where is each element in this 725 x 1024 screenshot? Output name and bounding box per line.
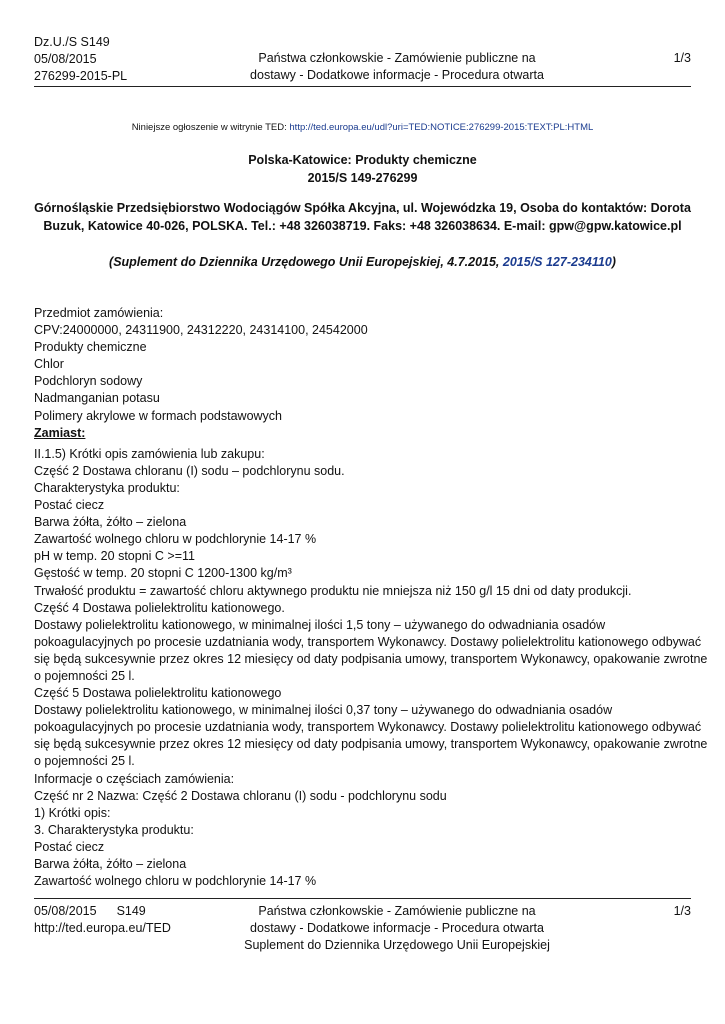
detail-line: Trwałość produktu = zawartość chloru aktywnego produktu nie mniejsza niż 150 g/l 15 dni od daty produkcji.: [34, 583, 632, 598]
detail-line: Dostawy polielektrolitu kationowego, w minimalnej ilości 0,37 tony – używanego do odwadniania osadów: [34, 703, 613, 718]
detail-line: Część nr 2 Nazwa: Część 2 Dostawa chloranu (I) sodu - podchlorynu sodu: [34, 788, 447, 803]
footer-date: 05/08/2015: [34, 904, 97, 918]
authority-line: Górnośląskie Przedsiębiorstwo Wodociągów Spółka Akcyjna, ul. Wojewódzka 19, Osoba do kontaktów: Dorota: [34, 201, 691, 215]
ted-notice-link[interactable]: http://ted.europa.eu/udl?uri=TED:NOTICE:276299-2015:TEXT:PL:HTML: [289, 122, 594, 133]
cpv-codes: CPV:24000000, 24311900, 24312220, 24314100, 24542000: [34, 323, 368, 338]
footer-title: [222, 903, 572, 954]
subject-label: Przedmiot zamówienia:: [34, 306, 164, 320]
detail-line: pH w temp. 20 stopni C >=11: [34, 549, 195, 564]
footer-series: S149: [116, 904, 146, 918]
supplement-prefix: (Suplement do Dziennika Urzędowego Unii Europejskiej, 4.7.2015,: [109, 255, 503, 269]
publication-date: 05/08/2015: [34, 52, 97, 66]
header-title-line: Państwa członkowskie - Zamówienie publiczne na: [258, 51, 536, 65]
header-title-line: dostawy - Dodatkowe informacje - Procedura otwarta: [250, 68, 544, 82]
footer-title-line: dostawy - Dodatkowe informacje - Procedura otwarta: [250, 921, 544, 935]
document-reference: [34, 34, 234, 85]
detail-line: Część 4 Dostawa polielektrolitu kationowego.: [34, 600, 285, 615]
footer-page-number: 1/3: [673, 904, 691, 918]
supplement-reference: [34, 253, 691, 271]
detail-line: Informacje o częściach zamówienia:: [34, 771, 235, 786]
detail-line: Postać ciecz: [34, 839, 105, 854]
footer-divider: [34, 898, 691, 899]
detail-line: pokoagulacyjnych po procesie uzdatniania wody, transportem Wykonawcy. Dostawy polielektrolitu kationowego odbywać: [34, 634, 702, 649]
supplement-suffix: ): [611, 255, 616, 269]
detail-line: 3. Charakterystyka produktu:: [34, 822, 194, 837]
contracting-authority: [34, 199, 691, 235]
detail-line: pokoagulacyjnych po procesie uzdatniania wody, transportem Wykonawcy. Dostawy polielektrolitu kationowego odbywać: [34, 720, 702, 735]
detail-line: Gęstość w temp. 20 stopni C 1200-1300 kg/m³: [34, 566, 292, 581]
detail-line: Zawartość wolnego chloru w podchlorynie 14-17 %: [34, 874, 317, 889]
detail-line: Część 5 Dostawa polielektrolitu kationowego: [34, 686, 282, 701]
detail-line: Część 2 Dostawa chloranu (I) sodu – podchlorynu sodu.: [34, 463, 345, 478]
notice-title: [34, 151, 691, 187]
page-number: 1/3: [673, 51, 691, 65]
instead-heading: Zamiast:: [34, 425, 86, 440]
header-title: [222, 50, 572, 84]
footer-url[interactable]: http://ted.europa.eu/TED: [34, 921, 171, 935]
notice-number: 276299-2015-PL: [34, 69, 128, 83]
notice-body: [34, 305, 708, 890]
journal-ref: Dz.U./S S149: [34, 35, 110, 49]
footer-title-line: Państwa członkowskie - Zamówienie publiczne na: [258, 904, 536, 918]
cpv-item: Produkty chemiczne: [34, 340, 147, 355]
ted-notice: [34, 121, 691, 134]
cpv-item: Nadmanganian potasu: [34, 391, 160, 406]
supplement-ref-link[interactable]: 2015/S 127-234110: [502, 255, 612, 269]
detail-line: Barwa żółta, żółto – zielona: [34, 515, 187, 530]
detail-line: o pojemności 25 l.: [34, 754, 135, 769]
authority-line: Buzuk, Katowice 40-026, POLSKA. Tel.: +48 326038719. Faks: +48 326038634. E-mail: gpw@gpw.katowice.pl: [43, 219, 682, 233]
detail-line: Barwa żółta, żółto – zielona: [34, 857, 187, 871]
detail-line: o pojemności 25 l.: [34, 668, 135, 683]
footer-title-line: Suplement do Dziennika Urzędowego Unii Europejskiej: [244, 938, 550, 952]
detail-line: Charakterystyka produktu:: [34, 480, 180, 495]
detail-line: II.1.5) Krótki opis zamówienia lub zakupu:: [34, 446, 265, 461]
detail-line: Zawartość wolnego chloru w podchlorynie 14-17 %: [34, 532, 317, 547]
ted-notice-prefix: Niniejsze ogłoszenie w witrynie TED:: [131, 122, 287, 133]
cpv-item: Chlor: [34, 357, 64, 372]
detail-line: Postać ciecz: [34, 498, 105, 513]
detail-line: się będą sukcesywnie przez okres 12 miesięcy od daty podpisania umowy, transportem Wykonawcy, opakowanie zwrotne: [34, 651, 708, 666]
cpv-item: Podchloryn sodowy: [34, 374, 143, 389]
detail-line: 1) Krótki opis:: [34, 805, 111, 820]
detail-line: Dostawy polielektrolitu kationowego, w minimalnej ilości 1,5 tony – używanego do odwadniania osadów: [34, 617, 606, 632]
notice-title-location: Polska-Katowice: Produkty chemiczne: [248, 153, 477, 167]
notice-title-number: 2015/S 149-276299: [307, 171, 418, 185]
detail-line: się będą sukcesywnie przez okres 12 miesięcy od daty podpisania umowy, transportem Wykonawcy, opakowanie zwrotne: [34, 737, 708, 752]
header-divider: [34, 86, 691, 87]
footer-reference: [34, 903, 234, 937]
cpv-item: Polimery akrylowe w formach podstawowych: [34, 408, 283, 423]
